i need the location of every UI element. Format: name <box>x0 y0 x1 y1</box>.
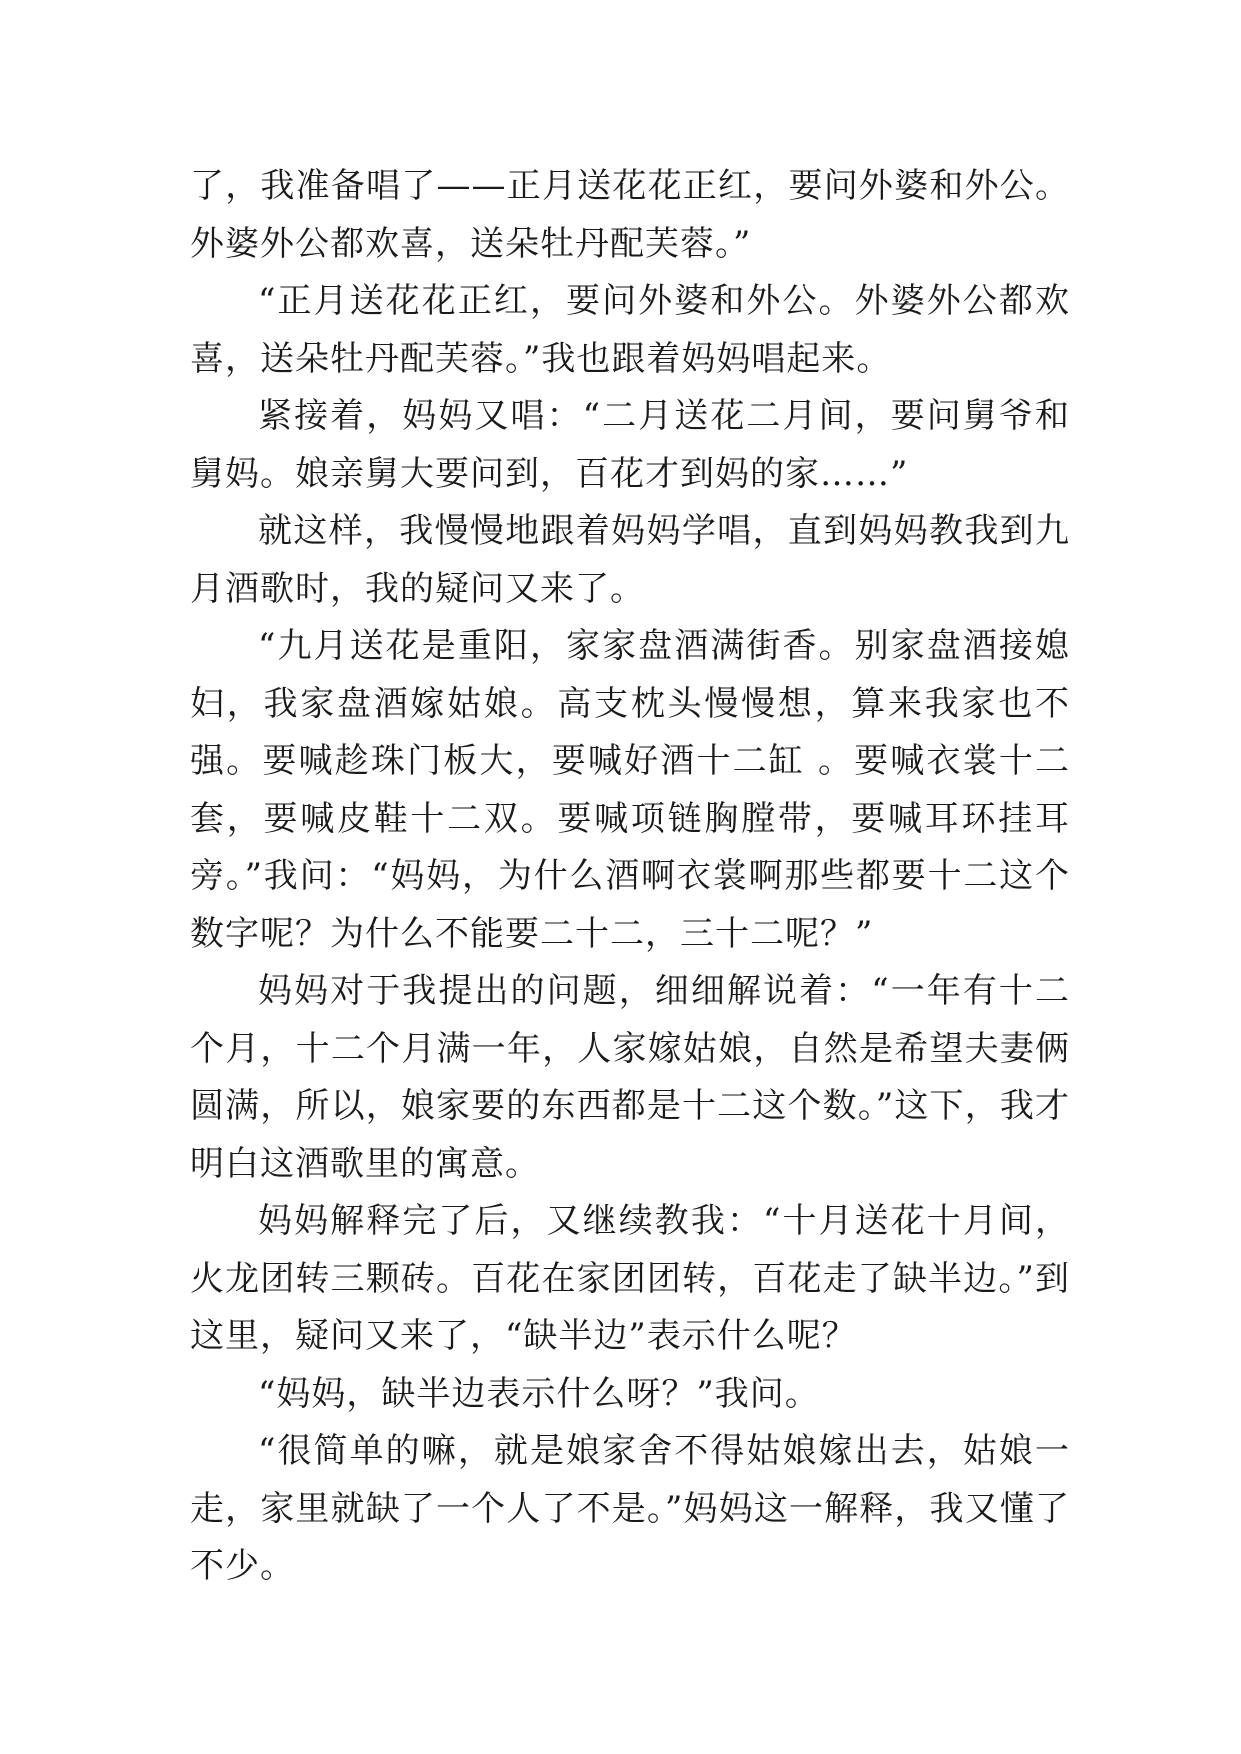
paragraph: 了，我准备唱了——正月送花花正红，要问外婆和外公。外婆外公都欢喜，送朵牡丹配芙蓉。” <box>190 166 1070 264</box>
paragraph: 紧接着，妈妈又唱：“二月送花二月间，要问舅爷和舅妈。娘亲舅大要问到，百花才到妈的家……” <box>190 396 1070 494</box>
paragraph: 就这样，我慢慢地跟着妈妈学唱，直到妈妈教我到九月酒歌时，我的疑问又来了。 <box>190 511 1070 609</box>
document-body <box>190 158 1070 1596</box>
paragraph: “很简单的嘛，就是娘家舍不得姑娘嫁出去，姑娘一走，家里就缺了一个人了不是。”妈妈这一解释，我又懂了不少。 <box>190 1431 1070 1586</box>
paragraph: “妈妈，缺半边表示什么呀？”我问。 <box>258 1373 820 1414</box>
paragraph: “九月送花是重阳，家家盘酒满街香。别家盘酒接媳妇，我家盘酒嫁姑娘。高支枕头慢慢想，算来我家也不强。要喊趁珠门板大，要喊好酒十二缸 。要喊衣裳十二套，要喊皮鞋十二双。要喊项链胸膛带，要喊耳环挂耳旁。”我问：“妈妈，为什么酒啊衣裳啊那些都要十二这个数字呢？为什么不能要二十二，三十二呢？” <box>190 626 1070 954</box>
paragraph: “正月送花花正红，要问外婆和外公。外婆外公都欢喜，送朵牡丹配芙蓉。”我也跟着妈妈唱起来。 <box>190 281 1070 379</box>
paragraph: 妈妈对于我提出的问题，细细解说着：“一年有十二个月，十二个月满一年，人家嫁姑娘，自然是希望夫妻俩圆满，所以，娘家要的东西都是十二这个数。”这下，我才明白这酒歌里的寓意。 <box>190 971 1070 1184</box>
paragraph: 妈妈解释完了后，又继续教我：“十月送花十月间，火龙团转三颗砖。百花在家团团转，百花走了缺半边。”到这里，疑问又来了，“缺半边”表示什么呢？ <box>190 1201 1070 1356</box>
